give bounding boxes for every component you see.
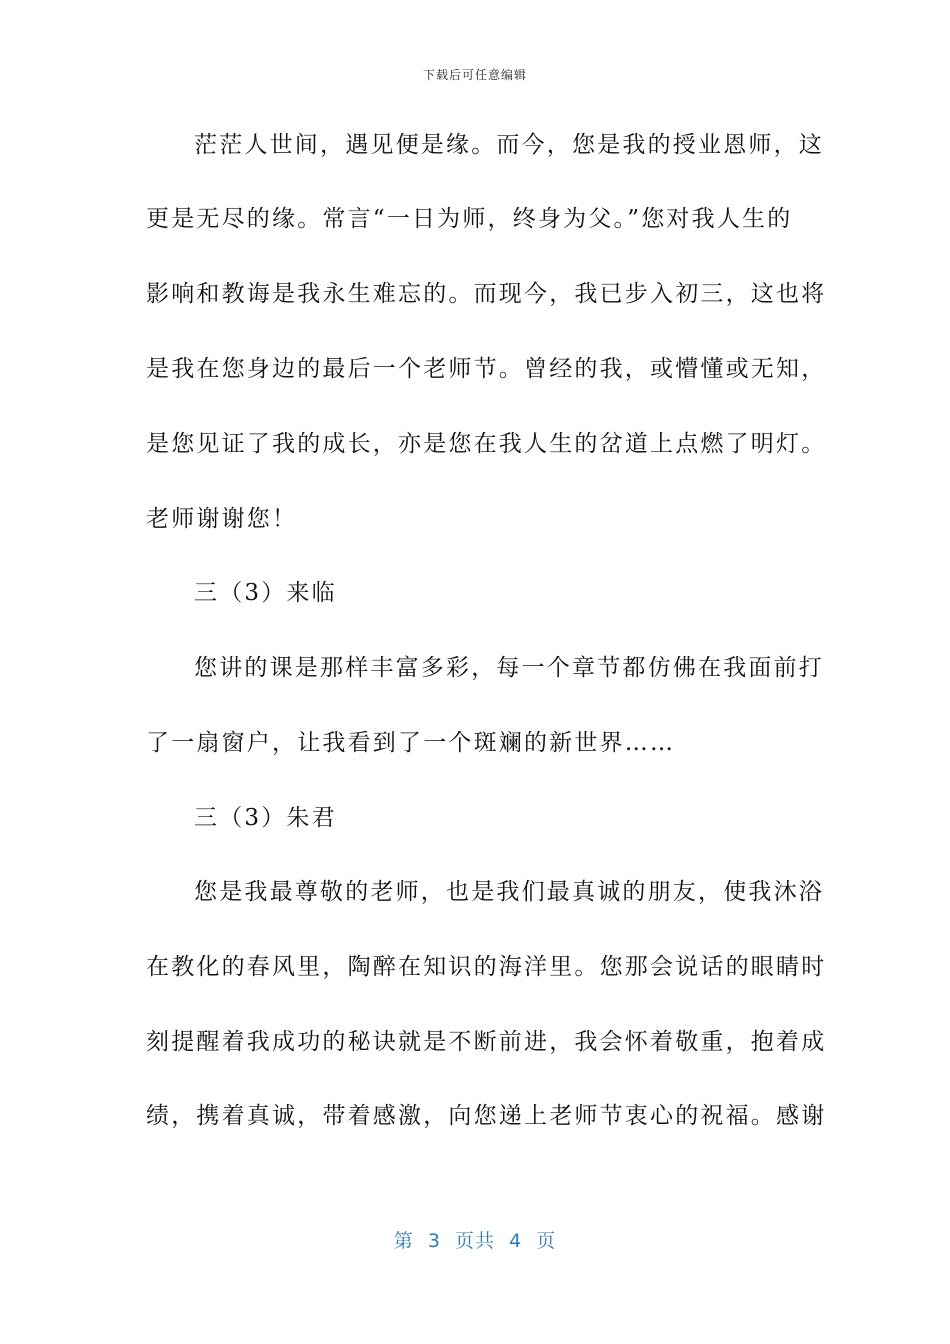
text-line: 绩，携着真诚，带着感激，向您递上老师节衷心的祝福。感谢 <box>146 1103 827 1129</box>
text-line: 是我在您身边的最后一个老师节。曾经的我，或懵懂或无知， <box>146 356 827 382</box>
text-line: 茫茫人世间，遇见便是缘。而今，您是我的授业恩师，这 <box>194 132 824 158</box>
text-line: 影响和教诲是我永生难忘的。而现今，我已步入初三，这也将 <box>146 281 827 307</box>
text-line: 更是无尽的缘。常言“一日为师，终身为父。”您对我人生的 <box>146 206 793 232</box>
text-line: 了一扇窗户，让我看到了一个斑斓的新世界…… <box>146 730 676 756</box>
text-line: 您是我最尊敬的老师，也是我们最真诚的朋友，使我沐浴 <box>194 879 824 905</box>
header-note: 下载后可任意编辑 <box>422 68 527 82</box>
signature-line: 三（3）朱君 <box>194 805 337 831</box>
text-line: 刻提醒着我成功的秘诀就是不断前进，我会怀着敬重，抱着成 <box>146 1029 827 1055</box>
text-line: 老师谢谢您！ <box>146 506 298 532</box>
text-line: 是您见证了我的成长，亦是您在我人生的岔道上点燃了明灯。 <box>146 431 827 457</box>
page-number-footer: 第 3 页共 4 页 <box>393 1230 557 1252</box>
signature-line: 三（3）来临 <box>194 580 337 606</box>
text-line: 在教化的春风里，陶醉在知识的海洋里。您那会说话的眼睛时 <box>146 954 827 980</box>
text-line: 您讲的课是那样丰富多彩，每一个章节都仿佛在我面前打 <box>194 655 824 681</box>
